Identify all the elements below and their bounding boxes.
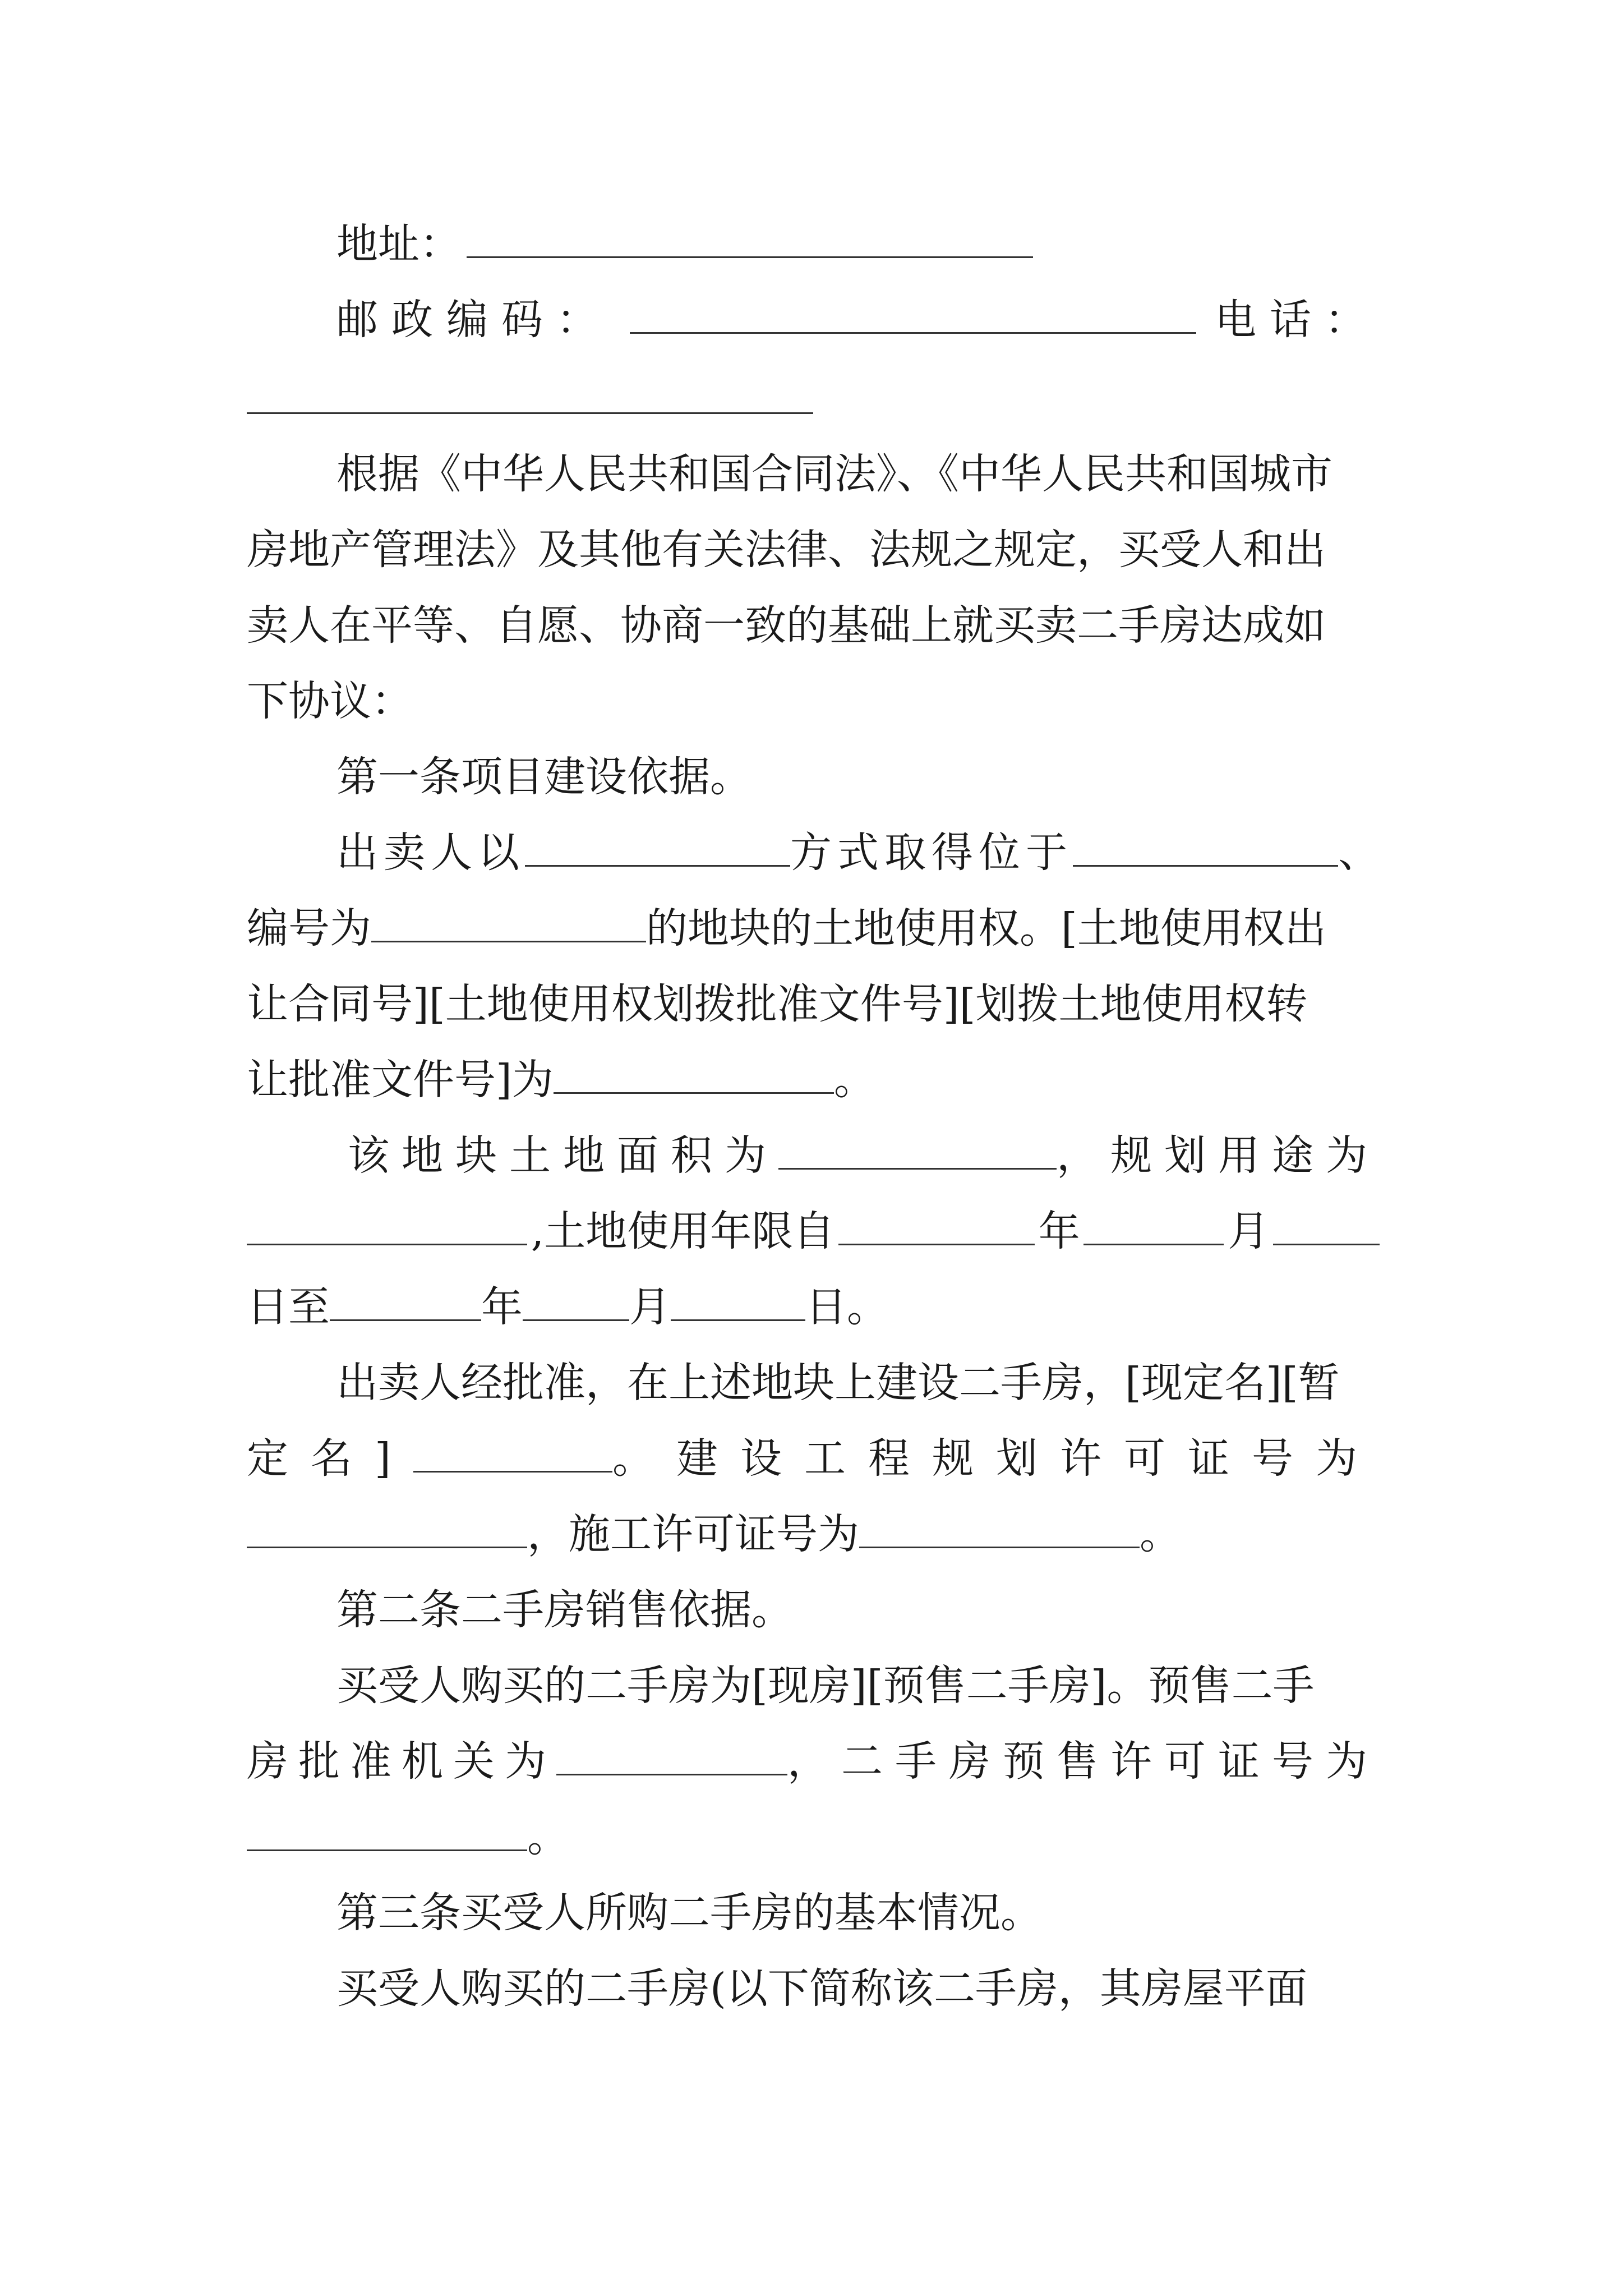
start-day-blank (1273, 1209, 1380, 1245)
parcel-number-blank (371, 906, 646, 942)
a1p9-text-b: 。建设工程规划许可证号为 (612, 1434, 1380, 1483)
end-day-blank (671, 1285, 805, 1321)
planning-permit-blank (247, 1512, 527, 1548)
start-year-blank (838, 1209, 1035, 1245)
article-1-line-8: 出卖人经批准，在上述地块上建设二手房，[现定名][暂 (336, 1359, 1340, 1407)
address-label: 地址： (336, 220, 461, 268)
address-line (336, 216, 1380, 272)
planned-use-blank (247, 1209, 527, 1245)
article-1-line-5 (336, 1128, 1380, 1184)
a1p10-text-a: ，施工许可证号为 (527, 1510, 859, 1558)
article-1-line-10 (247, 1506, 1380, 1562)
a1p9-text-a: 定名] (247, 1434, 413, 1483)
article-1-line-4 (247, 1052, 1380, 1108)
article-1-title: 第一条项目建设依据。 (336, 753, 751, 801)
article-1-line-6 (247, 1203, 1380, 1259)
postal-code-label: 邮政编码： (336, 296, 611, 344)
address-blank (467, 222, 1033, 258)
presale-permit-blank (247, 1815, 527, 1851)
a1p7-text-d: 日。 (805, 1283, 888, 1331)
a1p7-text-b: 年 (481, 1283, 523, 1331)
a1p1-text-a: 出卖人以 (336, 829, 525, 877)
a1p1-text-b: 方式取得位于 (790, 829, 1073, 877)
start-month-blank (1083, 1209, 1224, 1245)
article-1-line-9 (247, 1430, 1380, 1487)
end-year-blank (330, 1285, 481, 1321)
a1p6-text-c: 月 (1228, 1207, 1270, 1255)
article-1-line-1 (336, 825, 1380, 881)
article-1-line-3: 让合同号][土地使用权划拨批准文件号][划拨土地使用权转 (247, 980, 1308, 1028)
intro-line-3: 卖人在平等、自愿、协商一致的基础上就买卖二手房达成如 (247, 601, 1326, 650)
a1p6-text-b: 年 (1038, 1207, 1080, 1255)
article-2-line-2 (247, 1733, 1380, 1789)
a1p6-text-a: ,土地使用年限自 (531, 1207, 835, 1255)
a1p1-text-c: 、 (1338, 829, 1380, 877)
postal-phone-line (336, 292, 1380, 348)
a1p4-text-b: 。 (833, 1056, 875, 1104)
acquisition-method-blank (525, 830, 790, 867)
article-1-line-2 (247, 900, 1380, 956)
intro-line-2: 房地产管理法》及其他有关法律、法规之规定，买受人和出 (247, 526, 1326, 574)
a1p5-text-a: 该地块土地面积为 (348, 1131, 778, 1180)
a1p2-text-b: 的地块的土地使用权。[土地使用权出 (646, 904, 1326, 953)
construction-permit-blank (859, 1512, 1140, 1548)
a2p2-text-b: ，二手房预售许可证号为 (787, 1737, 1380, 1786)
phone-blank (247, 412, 813, 414)
approval-authority-blank (556, 1739, 787, 1775)
project-name-blank (413, 1436, 612, 1473)
intro-line-4: 下协议： (247, 677, 413, 725)
article-2-title: 第二条二手房销售依据。 (336, 1586, 793, 1634)
location-blank (1073, 830, 1338, 867)
land-area-blank (778, 1133, 1057, 1170)
a1p4-text-a: 让批准文件号]为 (247, 1056, 554, 1104)
approval-doc-blank (554, 1057, 834, 1094)
article-2-line-1: 买受人购买的二手房为[现房][预售二手房]。预售二手 (336, 1662, 1315, 1710)
phone-label: 电话： (1215, 296, 1380, 344)
article-1-line-7 (247, 1279, 1380, 1335)
end-month-blank (523, 1285, 629, 1321)
a2p2-text-a: 房批准机关为 (247, 1737, 556, 1786)
article-2-line-3 (247, 1809, 1380, 1865)
article-3-line-1: 买受人购买的二手房(以下简称该二手房，其房屋平面 (336, 1964, 1307, 2013)
a1p2-text-a: 编号为 (247, 904, 371, 953)
postal-code-blank (630, 297, 1196, 334)
a1p10-text-b: 。 (1140, 1510, 1181, 1558)
article-3-title: 第三条买受人所购二手房的基本情况。 (336, 1889, 1042, 1937)
a1p5-text-b: ，规划用途为 (1057, 1131, 1380, 1180)
a1p7-text-c: 月 (629, 1283, 671, 1331)
a2p3-text: 。 (527, 1813, 569, 1861)
a1p7-text-a: 日至 (247, 1283, 330, 1331)
intro-line-1: 根据《中华人民共和国合同法》、《中华人民共和国城市 (336, 450, 1332, 498)
